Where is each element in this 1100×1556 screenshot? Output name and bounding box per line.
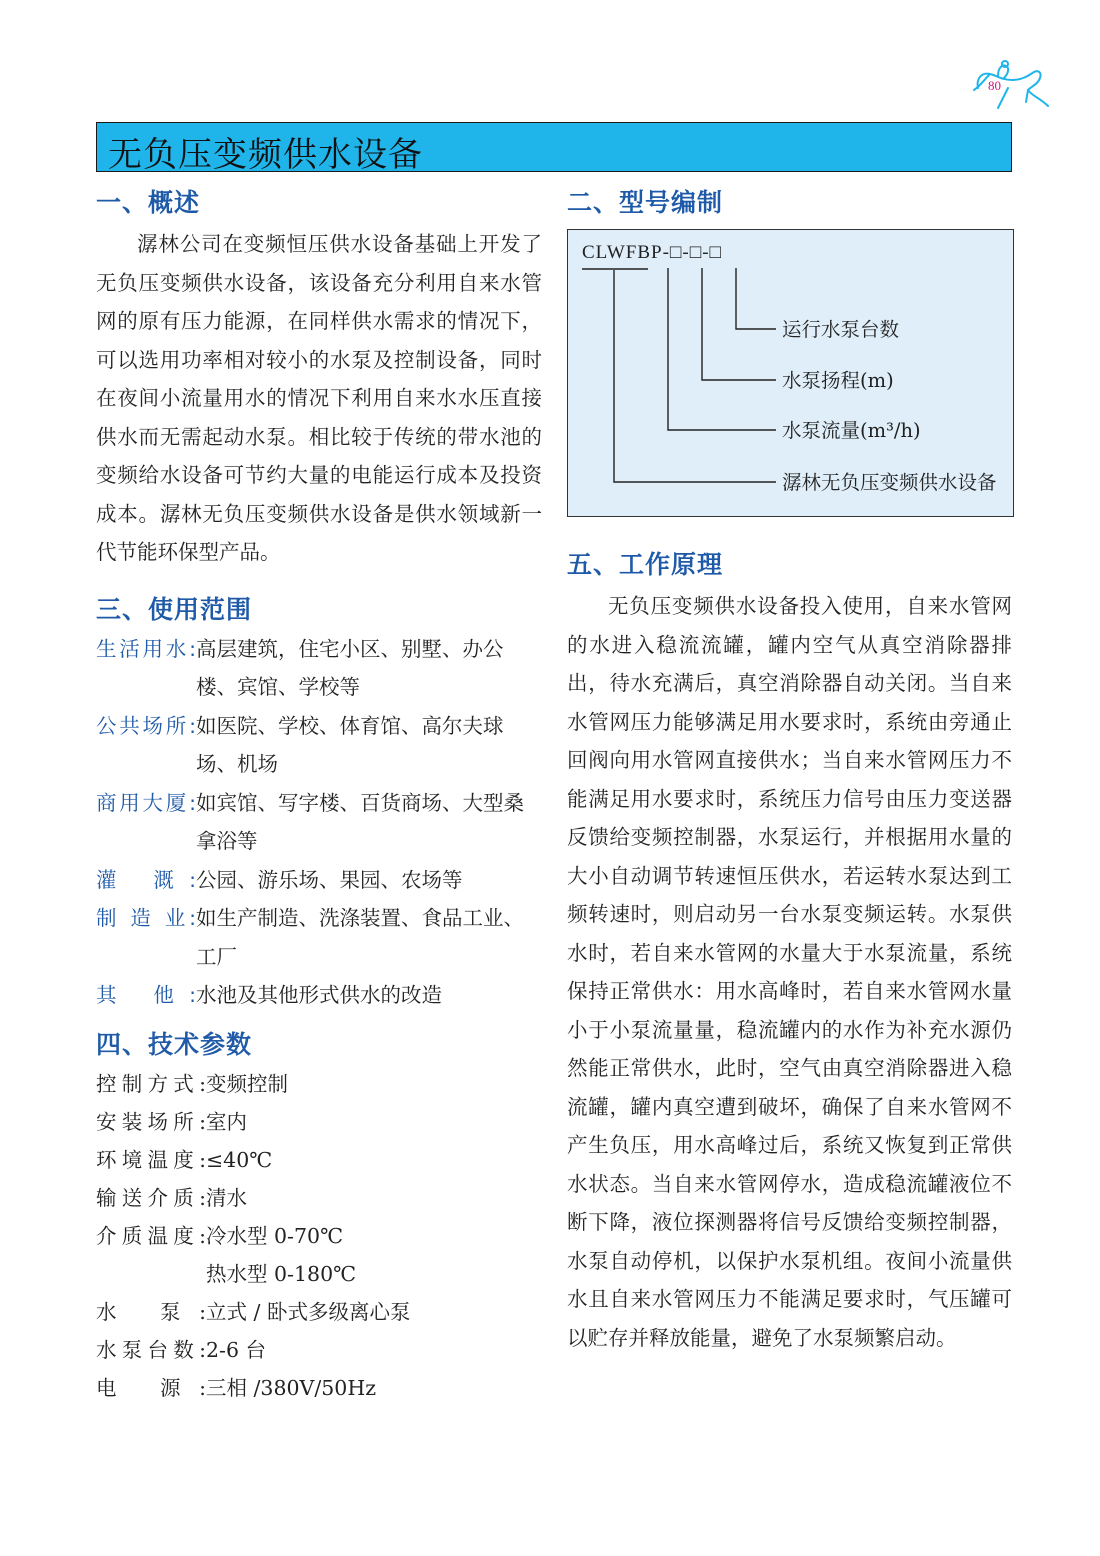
param-value: 三相 /380V/50Hz (206, 1375, 377, 1400)
model-code: CLWFBP-□-□-□ (582, 242, 723, 263)
usage-item (96, 899, 542, 976)
usage-label: 商用大厦: (96, 790, 196, 815)
usage-label: 灌 溉: (96, 867, 196, 892)
model-label-equipment: 潺林无负压变频供水设备 (782, 471, 997, 494)
param-row (96, 1293, 542, 1331)
param-row (96, 1103, 542, 1141)
param-label: 水 泵: (96, 1299, 206, 1324)
usage-item (96, 707, 542, 784)
model-code-diagram (567, 229, 1014, 517)
usage-label: 制 造 业: (96, 906, 196, 930)
param-value: 立式 / 卧式多级离心泵 (206, 1299, 411, 1324)
usage-value: 如宾馆、写字楼、百货商场、大型桑拿浴等 (196, 790, 524, 853)
param-row (96, 1369, 542, 1407)
param-label: 安装场所: (96, 1109, 206, 1134)
usage-item (96, 976, 542, 1015)
usage-value: 水池及其他形式供水的改造 (196, 983, 442, 1007)
right-column (567, 183, 1012, 1357)
principle-heading: 五、工作原理 (567, 550, 724, 579)
model-heading: 二、型号编制 (567, 188, 724, 217)
param-label: 介质温度: (96, 1223, 206, 1248)
param-row (96, 1065, 542, 1103)
usage-label: 其 他: (96, 983, 196, 1007)
param-row (96, 1141, 542, 1179)
usage-list (96, 630, 542, 1015)
usage-value: 高层建筑，住宅小区、别墅、办公楼、宾馆、学校等 (196, 636, 504, 699)
model-label-pump-head: 水泵扬程(m) (782, 369, 894, 392)
param-label: 控制方式: (96, 1071, 206, 1096)
usage-heading: 三、使用范围 (96, 594, 253, 624)
usage-value: 如医院、学校、体育馆、高尔夫球场、机场 (196, 713, 504, 776)
usage-item (96, 861, 542, 900)
model-label-pump-flow: 水泵流量(m³/h) (782, 419, 921, 442)
param-row (96, 1331, 542, 1369)
title-bar (96, 122, 1012, 175)
left-column (96, 183, 542, 1407)
params-list (96, 1065, 542, 1407)
param-value: 室内 (206, 1109, 247, 1134)
principle-text: 无负压变频供水设备投入使用，自来水管网的水进入稳流流罐，罐内空气从真空消除器排出，待水充满后，真空消除器自动关闭。当自来水管网压力能够满足用水要求时，系统由旁通止回阀向用水管网直接供水；当自来水管网压力不能满足用水要求时，系统压力信号由压力变送器反馈给变频控制器，水泵运行，并根据用水量的大小自动调节转速恒压供水，若运转水泵达到工频转速时，则启动另一台水泵变频运转。水泵供水时，若自来水管网的水量大于水泵流量，系统保持正常供水：用水高峰时，若自来水管网水量小于小泵流量量，稳流罐内的水作为补充水源仍然能正常供水，此时，空气由真空消除器进入稳流罐，罐内真空遭到破坏，确保了自来水管网不产生负压，用水高峰过后，系统又恢复到正常供水状态。当自来水管网停水，造成稳流罐液位不断下降，液位探测器将信号反馈给变频控制器，水泵自动停机，以保护水泵机组。夜间小流量供水且自来水管网压力不能满足要求时，气压罐可以贮存并释放能量，避免了水泵频繁启动。 (567, 594, 1012, 1350)
param-label: 环境温度: (96, 1147, 206, 1172)
param-value: 变频控制 (206, 1071, 288, 1096)
param-value: ≤40℃ (206, 1147, 273, 1172)
params-heading: 四、技术参数 (96, 1029, 253, 1059)
param-value: 热水型 0-180℃ (206, 1261, 357, 1286)
overview-heading: 一、概述 (96, 188, 201, 217)
param-label: 输送介质: (96, 1185, 206, 1210)
usage-label: 公共场所: (96, 713, 196, 738)
usage-value: 公园、游乐场、果园、农场等 (196, 867, 463, 892)
model-label-pump-count: 运行水泵台数 (782, 318, 900, 341)
horse-rider-logo-icon (968, 58, 1054, 118)
param-label: 电 源: (96, 1375, 206, 1400)
page-number: 80 (988, 78, 1001, 93)
usage-label: 生活用水: (96, 636, 196, 661)
page-title: 无负压变频供水设备 (108, 135, 423, 175)
param-value: 2-6 台 (206, 1337, 267, 1362)
param-row (96, 1217, 542, 1255)
param-row (96, 1255, 542, 1293)
overview-text: 潺林公司在变频恒压供水设备基础上开发了无负压变频供水设备，该设备充分利用自来水管网的原有压力能源，在同样供水需求的情况下，可以选用功率相对较小的水泵及控制设备，同时在夜间小流量用水的情况下利用自来水水压直接供水而无需起动水泵。相比较于传统的带水池的变频给水设备可节约大量的电能运行成本及投资成本。潺林无负压变频供水设备是供水领域新一代节能环保型产品。 (96, 232, 542, 564)
param-value: 清水 (206, 1185, 247, 1210)
usage-value: 如生产制造、洗涤装置、食品工业、工厂 (196, 906, 524, 969)
param-row (96, 1179, 542, 1217)
usage-item (96, 630, 542, 707)
param-label: 水泵台数: (96, 1337, 206, 1362)
param-value: 冷水型 0-70℃ (206, 1223, 344, 1248)
param-label (96, 1255, 206, 1293)
usage-item (96, 784, 542, 861)
